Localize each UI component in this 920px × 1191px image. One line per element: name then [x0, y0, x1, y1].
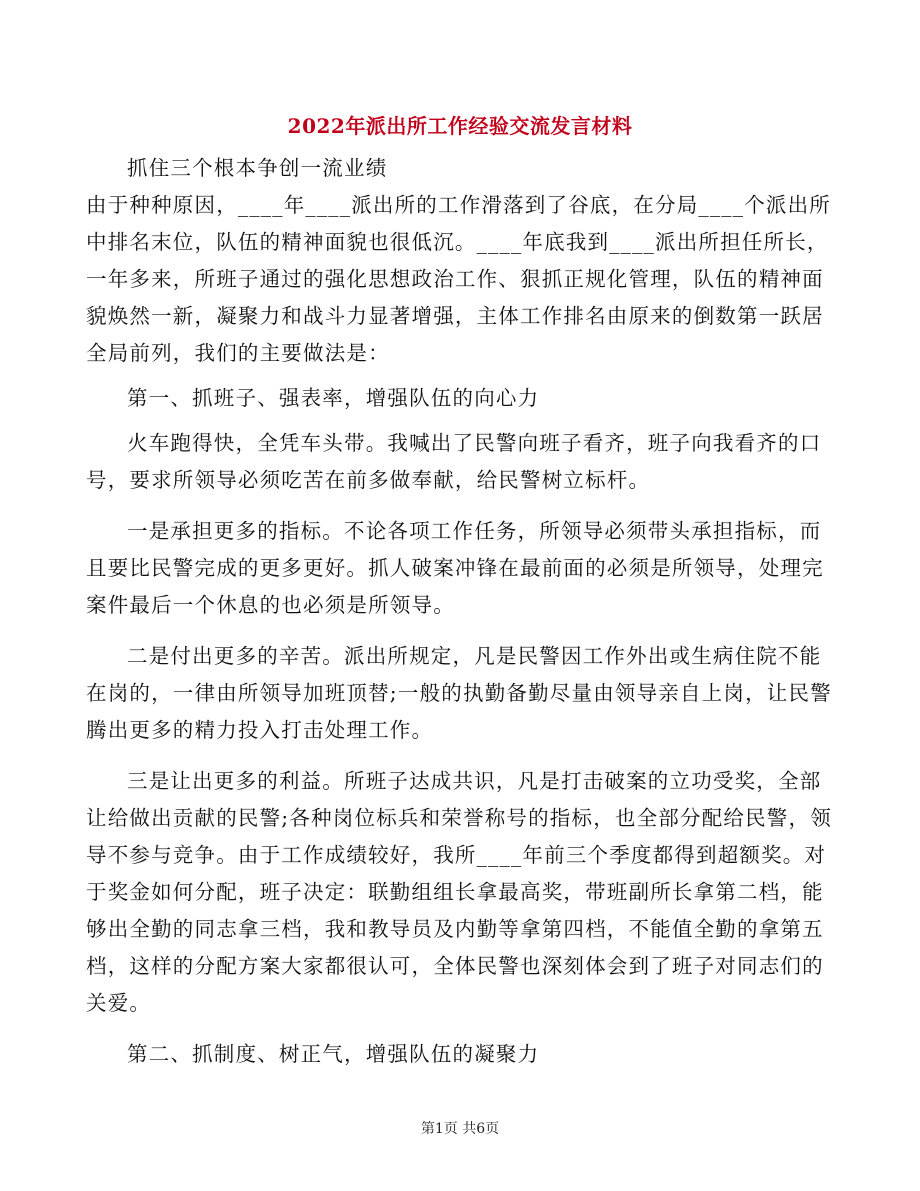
subtitle: 抓住三个根本争创一流业绩 [127, 156, 388, 180]
document-body [86, 150, 836, 1073]
heading-section-2: 第二、抓制度、树正气，增强队伍的凝聚力 [127, 1042, 540, 1066]
paragraph-intro: 由于种种原因，____年____派出所的工作滑落到了谷底，在分局____个派出所中排名末位，队伍的精神面貌也很低沉。____年底我到____派出所担任所长，一年多来，所班子通过的强化思想政治工作、狠抓正规化管理，队伍的精神面貌焕然一新，凝聚力和战斗力显著增强，主体工作排名由原来的倒数第一跃居全局前列，我们的主要做法是： [86, 193, 831, 365]
paragraph-point-2: 二是付出更多的辛苦。派出所规定，凡是民警因工作外出或生病住院不能在岗的，一律由所领导加班顶替;一般的执勤备勤尽量由领导亲自上岗，让民警腾出更多的精力投入打击处理工作。 [86, 644, 832, 742]
paragraph-point-1: 一是承担更多的指标。不论各项工作任务，所领导必须带头承担指标，而且要比民警完成的更多更好。抓人破案冲锋在最前面的必须是所领导，处理完案件最后一个休息的也必须是所领导。 [86, 519, 824, 617]
paragraph-point-3: 三是让出更多的利益。所班子达成共识，凡是打击破案的立功受奖，全部让给做出贡献的民警;各种岗位标兵和荣誉称号的指标，也全部分配给民警，领导不参与竞争。由于工作成绩较好，我所____年前三个季度都得到超额奖。对于奖金如何分配，班子决定：联勤组组长拿最高奖，带班副所长拿第二档，能够出全勤的同志拿三档，我和教导员及内勤等拿第四档，不能值全勤的拿第五档，这样的分配方案大家都很认可，全体民警也深刻体会到了班子对同志们的关爱。 [86, 769, 832, 1015]
heading-section-1: 第一、抓班子、强表率，增强队伍的向心力 [127, 386, 540, 410]
page-number: 第1页 共6页 [420, 1121, 500, 1137]
document-title: 2022年派出所工作经验交流发言材料 [287, 114, 633, 138]
paragraph-train: 火车跑得快，全凭车头带。我喊出了民警向班子看齐，班子向我看齐的口号，要求所领导必须吃苦在前多做奉献，给民警树立标杆。 [86, 431, 822, 492]
